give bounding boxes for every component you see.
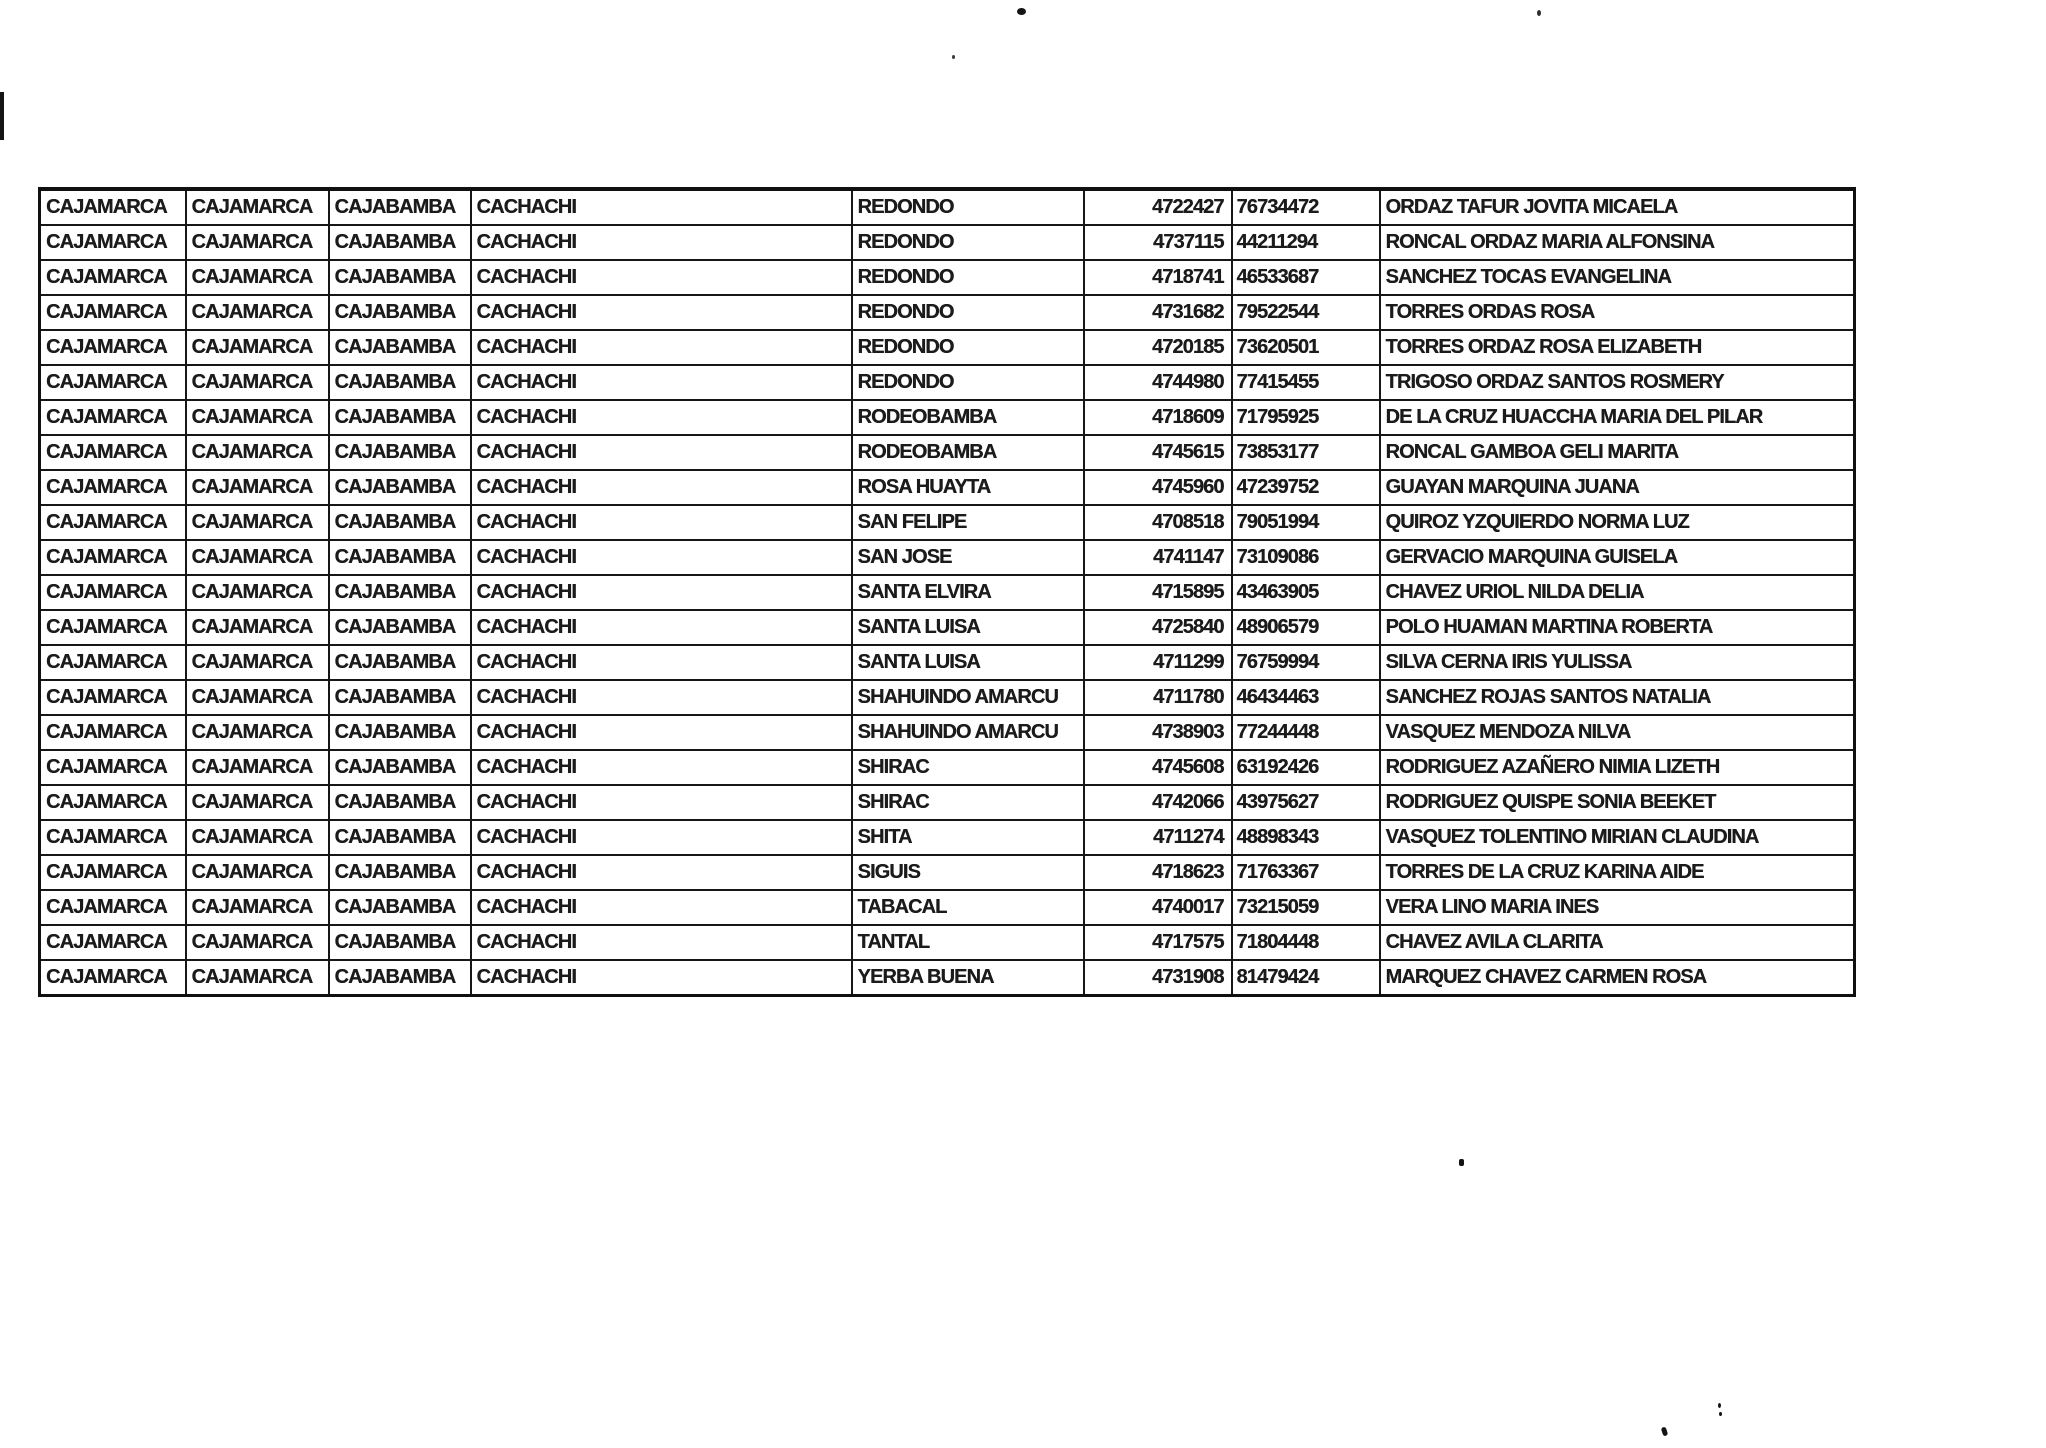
cell-full-name: SANCHEZ ROJAS SANTOS NATALIA [1380,680,1855,715]
cell-district: CACHACHI [471,225,852,260]
cell-full-name: VASQUEZ TOLENTINO MIRIAN CLAUDINA [1380,820,1855,855]
cell-code: 4745960 [1084,470,1232,505]
cell-province: CAJABAMBA [329,575,471,610]
cell-document-number: 73215059 [1232,890,1380,925]
cell-district: CACHACHI [471,435,852,470]
cell-department: CAJAMARCA [186,785,329,820]
table-row [40,470,1855,505]
cell-full-name: DE LA CRUZ HUACCHA MARIA DEL PILAR [1380,400,1855,435]
cell-region: CAJAMARCA [40,400,186,435]
cell-province: CAJABAMBA [329,435,471,470]
cell-region: CAJAMARCA [40,925,186,960]
ink-speck [1017,8,1026,15]
registry-table-body [40,189,1855,996]
table-row [40,505,1855,540]
cell-code: 4720185 [1084,330,1232,365]
cell-document-number: 71804448 [1232,925,1380,960]
cell-locality: REDONDO [852,330,1084,365]
cell-document-number: 76759994 [1232,645,1380,680]
cell-department: CAJAMARCA [186,680,329,715]
ink-speck [1719,1412,1722,1416]
cell-code: 4725840 [1084,610,1232,645]
cell-full-name: CHAVEZ AVILA CLARITA [1380,925,1855,960]
cell-province: CAJABAMBA [329,960,471,996]
cell-department: CAJAMARCA [186,330,329,365]
cell-code: 4722427 [1084,189,1232,225]
cell-code: 4737115 [1084,225,1232,260]
cell-province: CAJABAMBA [329,890,471,925]
cell-code: 4745608 [1084,750,1232,785]
cell-full-name: GERVACIO MARQUINA GUISELA [1380,540,1855,575]
table-row [40,435,1855,470]
cell-province: CAJABAMBA [329,505,471,540]
cell-code: 4717575 [1084,925,1232,960]
table-row [40,890,1855,925]
cell-document-number: 46434463 [1232,680,1380,715]
cell-full-name: RONCAL ORDAZ MARIA ALFONSINA [1380,225,1855,260]
cell-province: CAJABAMBA [329,855,471,890]
table-row [40,680,1855,715]
cell-document-number: 48906579 [1232,610,1380,645]
cell-province: CAJABAMBA [329,820,471,855]
cell-district: CACHACHI [471,610,852,645]
cell-department: CAJAMARCA [186,400,329,435]
cell-locality: SANTA ELVIRA [852,575,1084,610]
cell-district: CACHACHI [471,470,852,505]
cell-region: CAJAMARCA [40,470,186,505]
cell-region: CAJAMARCA [40,225,186,260]
cell-department: CAJAMARCA [186,610,329,645]
cell-province: CAJABAMBA [329,610,471,645]
cell-province: CAJABAMBA [329,715,471,750]
cell-region: CAJAMARCA [40,610,186,645]
cell-region: CAJAMARCA [40,189,186,225]
cell-locality: SAN FELIPE [852,505,1084,540]
cell-province: CAJABAMBA [329,540,471,575]
cell-full-name: MARQUEZ CHAVEZ CARMEN ROSA [1380,960,1855,996]
cell-department: CAJAMARCA [186,750,329,785]
scan-edge-mark [0,92,4,140]
cell-document-number: 44211294 [1232,225,1380,260]
cell-department: CAJAMARCA [186,925,329,960]
cell-code: 4738903 [1084,715,1232,750]
table-row [40,855,1855,890]
cell-region: CAJAMARCA [40,330,186,365]
cell-code: 4715895 [1084,575,1232,610]
cell-full-name: RONCAL GAMBOA GELI MARITA [1380,435,1855,470]
table-row [40,260,1855,295]
cell-code: 4711299 [1084,645,1232,680]
cell-code: 4718623 [1084,855,1232,890]
cell-region: CAJAMARCA [40,295,186,330]
cell-locality: TANTAL [852,925,1084,960]
table-row [40,645,1855,680]
cell-province: CAJABAMBA [329,225,471,260]
cell-full-name: QUIROZ YZQUIERDO NORMA LUZ [1380,505,1855,540]
cell-district: CACHACHI [471,785,852,820]
cell-document-number: 77415455 [1232,365,1380,400]
cell-department: CAJAMARCA [186,295,329,330]
cell-department: CAJAMARCA [186,960,329,996]
cell-department: CAJAMARCA [186,575,329,610]
cell-department: CAJAMARCA [186,470,329,505]
table-row [40,189,1855,225]
cell-district: CACHACHI [471,715,852,750]
cell-locality: TABACAL [852,890,1084,925]
cell-district: CACHACHI [471,505,852,540]
cell-province: CAJABAMBA [329,295,471,330]
cell-locality: SHIRAC [852,785,1084,820]
cell-document-number: 79522544 [1232,295,1380,330]
cell-code: 4731908 [1084,960,1232,996]
cell-document-number: 73853177 [1232,435,1380,470]
cell-code: 4718609 [1084,400,1232,435]
cell-province: CAJABAMBA [329,680,471,715]
cell-document-number: 73620501 [1232,330,1380,365]
cell-full-name: POLO HUAMAN MARTINA ROBERTA [1380,610,1855,645]
cell-district: CACHACHI [471,400,852,435]
table-row [40,715,1855,750]
cell-department: CAJAMARCA [186,820,329,855]
cell-district: CACHACHI [471,645,852,680]
cell-document-number: 48898343 [1232,820,1380,855]
cell-province: CAJABAMBA [329,189,471,225]
cell-province: CAJABAMBA [329,365,471,400]
cell-document-number: 77244448 [1232,715,1380,750]
cell-code: 4745615 [1084,435,1232,470]
cell-code: 4744980 [1084,365,1232,400]
cell-region: CAJAMARCA [40,820,186,855]
cell-full-name: TRIGOSO ORDAZ SANTOS ROSMERY [1380,365,1855,400]
cell-district: CACHACHI [471,189,852,225]
cell-province: CAJABAMBA [329,470,471,505]
cell-department: CAJAMARCA [186,890,329,925]
cell-department: CAJAMARCA [186,189,329,225]
cell-full-name: RODRIGUEZ AZAÑERO NIMIA LIZETH [1380,750,1855,785]
cell-code: 4741147 [1084,540,1232,575]
cell-locality: YERBA BUENA [852,960,1084,996]
cell-region: CAJAMARCA [40,540,186,575]
cell-document-number: 71763367 [1232,855,1380,890]
cell-full-name: CHAVEZ URIOL NILDA DELIA [1380,575,1855,610]
registry-table [38,187,1856,997]
table-row [40,365,1855,400]
table-row [40,225,1855,260]
cell-locality: SIGUIS [852,855,1084,890]
table-row [40,540,1855,575]
ink-speck [952,55,955,59]
cell-district: CACHACHI [471,960,852,996]
cell-province: CAJABAMBA [329,330,471,365]
table-row [40,925,1855,960]
cell-district: CACHACHI [471,260,852,295]
cell-district: CACHACHI [471,855,852,890]
table-row [40,820,1855,855]
cell-department: CAJAMARCA [186,540,329,575]
cell-code: 4742066 [1084,785,1232,820]
ink-speck [1661,1426,1669,1436]
ink-speck [1459,1159,1464,1166]
cell-department: CAJAMARCA [186,435,329,470]
cell-province: CAJABAMBA [329,925,471,960]
cell-region: CAJAMARCA [40,260,186,295]
cell-district: CACHACHI [471,575,852,610]
cell-full-name: VERA LINO MARIA INES [1380,890,1855,925]
cell-locality: SHAHUINDO AMARCU [852,680,1084,715]
cell-locality: SAN JOSE [852,540,1084,575]
cell-code: 4711780 [1084,680,1232,715]
cell-department: CAJAMARCA [186,225,329,260]
cell-district: CACHACHI [471,540,852,575]
cell-locality: REDONDO [852,189,1084,225]
cell-locality: SHIRAC [852,750,1084,785]
cell-document-number: 43975627 [1232,785,1380,820]
table-row [40,785,1855,820]
cell-locality: REDONDO [852,365,1084,400]
cell-locality: REDONDO [852,225,1084,260]
cell-district: CACHACHI [471,330,852,365]
cell-department: CAJAMARCA [186,505,329,540]
cell-locality: SANTA LUISA [852,610,1084,645]
cell-document-number: 47239752 [1232,470,1380,505]
cell-district: CACHACHI [471,820,852,855]
cell-locality: RODEOBAMBA [852,400,1084,435]
cell-locality: REDONDO [852,260,1084,295]
cell-district: CACHACHI [471,295,852,330]
cell-locality: SANTA LUISA [852,645,1084,680]
cell-full-name: SILVA CERNA IRIS YULISSA [1380,645,1855,680]
cell-region: CAJAMARCA [40,785,186,820]
cell-province: CAJABAMBA [329,785,471,820]
cell-full-name: TORRES DE LA CRUZ KARINA AIDE [1380,855,1855,890]
cell-full-name: RODRIGUEZ QUISPE SONIA BEEKET [1380,785,1855,820]
cell-province: CAJABAMBA [329,400,471,435]
cell-department: CAJAMARCA [186,365,329,400]
cell-document-number: 73109086 [1232,540,1380,575]
table-row [40,295,1855,330]
cell-region: CAJAMARCA [40,715,186,750]
cell-region: CAJAMARCA [40,435,186,470]
cell-province: CAJABAMBA [329,645,471,680]
cell-locality: SHITA [852,820,1084,855]
cell-code: 4708518 [1084,505,1232,540]
cell-department: CAJAMARCA [186,715,329,750]
cell-district: CACHACHI [471,680,852,715]
table-row [40,750,1855,785]
cell-full-name: SANCHEZ TOCAS EVANGELINA [1380,260,1855,295]
table-row [40,575,1855,610]
cell-department: CAJAMARCA [186,855,329,890]
cell-document-number: 63192426 [1232,750,1380,785]
cell-region: CAJAMARCA [40,890,186,925]
table-row [40,400,1855,435]
cell-full-name: VASQUEZ MENDOZA NILVA [1380,715,1855,750]
cell-locality: SHAHUINDO AMARCU [852,715,1084,750]
cell-region: CAJAMARCA [40,575,186,610]
cell-document-number: 81479424 [1232,960,1380,996]
cell-locality: RODEOBAMBA [852,435,1084,470]
cell-region: CAJAMARCA [40,960,186,996]
table-row [40,610,1855,645]
cell-code: 4740017 [1084,890,1232,925]
cell-department: CAJAMARCA [186,645,329,680]
cell-district: CACHACHI [471,890,852,925]
cell-document-number: 71795925 [1232,400,1380,435]
cell-locality: REDONDO [852,295,1084,330]
cell-district: CACHACHI [471,365,852,400]
cell-region: CAJAMARCA [40,680,186,715]
cell-full-name: TORRES ORDAS ROSA [1380,295,1855,330]
cell-code: 4718741 [1084,260,1232,295]
cell-region: CAJAMARCA [40,645,186,680]
cell-locality: ROSA HUAYTA [852,470,1084,505]
cell-full-name: ORDAZ TAFUR JOVITA MICAELA [1380,189,1855,225]
cell-department: CAJAMARCA [186,260,329,295]
cell-region: CAJAMARCA [40,365,186,400]
ink-speck [1718,1403,1721,1408]
cell-document-number: 46533687 [1232,260,1380,295]
cell-document-number: 79051994 [1232,505,1380,540]
cell-code: 4731682 [1084,295,1232,330]
cell-document-number: 43463905 [1232,575,1380,610]
cell-full-name: TORRES ORDAZ ROSA ELIZABETH [1380,330,1855,365]
cell-code: 4711274 [1084,820,1232,855]
cell-full-name: GUAYAN MARQUINA JUANA [1380,470,1855,505]
table-row [40,330,1855,365]
ink-speck [1537,10,1541,16]
cell-region: CAJAMARCA [40,855,186,890]
cell-province: CAJABAMBA [329,750,471,785]
table-row [40,960,1855,996]
cell-document-number: 76734472 [1232,189,1380,225]
cell-district: CACHACHI [471,750,852,785]
cell-region: CAJAMARCA [40,750,186,785]
cell-region: CAJAMARCA [40,505,186,540]
cell-district: CACHACHI [471,925,852,960]
cell-province: CAJABAMBA [329,260,471,295]
